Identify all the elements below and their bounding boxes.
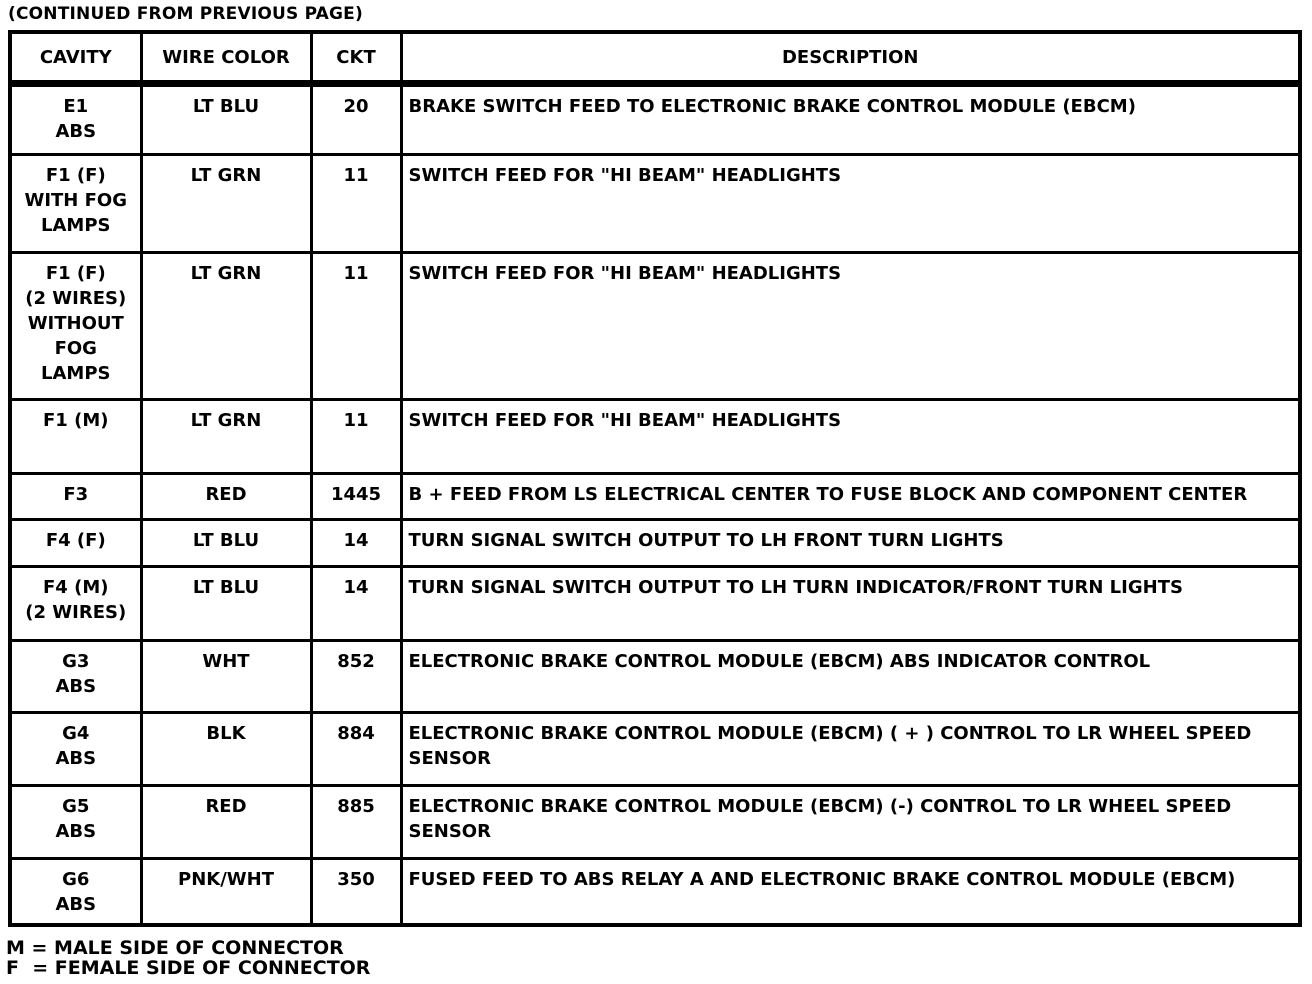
description-cell: BRAKE SWITCH FEED TO ELECTRONIC BRAKE CONTROL MODULE (EBCM) <box>401 84 1300 155</box>
table-row <box>10 400 1300 474</box>
wire-color-cell: LT BLU <box>141 520 311 567</box>
legend-female: F = FEMALE SIDE OF CONNECTOR <box>6 957 371 979</box>
table-row <box>10 567 1300 641</box>
cavity-cell <box>10 786 141 859</box>
wire-color-cell: LT BLU <box>141 84 311 155</box>
cavity-cell <box>10 253 141 400</box>
wire-color-cell: BLK <box>141 713 311 786</box>
table-row <box>10 474 1300 520</box>
table-row <box>10 155 1300 253</box>
description-cell: FUSED FEED TO ABS RELAY A AND ELECTRONIC BRAKE CONTROL MODULE (EBCM) <box>401 859 1300 925</box>
ckt-cell: 11 <box>311 400 401 474</box>
column-header-cavity: CAVITY <box>10 32 141 84</box>
ckt-cell: 852 <box>311 641 401 713</box>
cavity-cell <box>10 474 141 520</box>
ckt-cell: 11 <box>311 253 401 400</box>
wire-color-cell: RED <box>141 786 311 859</box>
wire-color-cell: RED <box>141 474 311 520</box>
legend <box>6 938 370 978</box>
cavity-cell <box>10 567 141 641</box>
cavity-cell <box>10 713 141 786</box>
wire-color-cell: LT GRN <box>141 253 311 400</box>
description-cell: ELECTRONIC BRAKE CONTROL MODULE (EBCM) (-) CONTROL TO LR WHEEL SPEED SENSOR <box>401 786 1300 859</box>
cavity-text: F3 <box>63 484 89 505</box>
description-cell: TURN SIGNAL SWITCH OUTPUT TO LH FRONT TURN LIGHTS <box>401 520 1300 567</box>
description-cell: B + FEED FROM LS ELECTRICAL CENTER TO FUSE BLOCK AND COMPONENT CENTER <box>401 474 1300 520</box>
cavity-text: G4 ABS <box>55 723 97 769</box>
legend-male: M = MALE SIDE OF CONNECTOR <box>6 937 344 959</box>
table-row <box>10 84 1300 155</box>
table-row <box>10 859 1300 925</box>
column-header-description: DESCRIPTION <box>401 32 1300 84</box>
cavity-cell <box>10 84 141 155</box>
ckt-cell: 11 <box>311 155 401 253</box>
ckt-cell: 14 <box>311 567 401 641</box>
cavity-text: F1 (F) WITH FOG LAMPS <box>24 165 128 236</box>
cavity-cell <box>10 641 141 713</box>
ckt-cell: 885 <box>311 786 401 859</box>
description-cell: SWITCH FEED FOR "HI BEAM" HEADLIGHTS <box>401 253 1300 400</box>
description-cell: TURN SIGNAL SWITCH OUTPUT TO LH TURN INDICATOR/FRONT TURN LIGHTS <box>401 567 1300 641</box>
ckt-cell: 1445 <box>311 474 401 520</box>
cavity-text: F1 (M) <box>43 410 109 431</box>
table-row <box>10 786 1300 859</box>
cavity-text: G6 ABS <box>55 869 97 915</box>
cavity-text: E1 ABS <box>55 96 97 142</box>
wire-color-cell: WHT <box>141 641 311 713</box>
cavity-text: F4 (M) (2 WIRES) <box>25 577 127 623</box>
description-cell: ELECTRONIC BRAKE CONTROL MODULE (EBCM) ( + ) CONTROL TO LR WHEEL SPEED SENSOR <box>401 713 1300 786</box>
connector-table <box>8 30 1302 927</box>
table-row <box>10 520 1300 567</box>
wire-color-cell: LT GRN <box>141 400 311 474</box>
ckt-cell: 350 <box>311 859 401 925</box>
description-cell: ELECTRONIC BRAKE CONTROL MODULE (EBCM) ABS INDICATOR CONTROL <box>401 641 1300 713</box>
table-header-row <box>10 32 1300 84</box>
cavity-text: F4 (F) <box>45 530 106 551</box>
column-header-ckt: CKT <box>311 32 401 84</box>
ckt-cell: 20 <box>311 84 401 155</box>
cavity-cell <box>10 520 141 567</box>
cavity-text: G5 ABS <box>55 796 97 842</box>
ckt-cell: 14 <box>311 520 401 567</box>
cavity-cell <box>10 859 141 925</box>
table-row <box>10 641 1300 713</box>
table-row <box>10 713 1300 786</box>
ckt-cell: 884 <box>311 713 401 786</box>
wire-color-cell: LT BLU <box>141 567 311 641</box>
description-cell: SWITCH FEED FOR "HI BEAM" HEADLIGHTS <box>401 155 1300 253</box>
description-cell: SWITCH FEED FOR "HI BEAM" HEADLIGHTS <box>401 400 1300 474</box>
column-header-wire-color: WIRE COLOR <box>141 32 311 84</box>
continued-note: (CONTINUED FROM PREVIOUS PAGE) <box>8 4 363 24</box>
table-row <box>10 253 1300 400</box>
cavity-cell <box>10 155 141 253</box>
wire-color-cell: LT GRN <box>141 155 311 253</box>
cavity-text: G3 ABS <box>55 651 97 697</box>
cavity-text: F1 (F) (2 WIRES) WITHOUT FOG LAMPS <box>25 263 127 384</box>
cavity-cell <box>10 400 141 474</box>
wire-color-cell: PNK/WHT <box>141 859 311 925</box>
